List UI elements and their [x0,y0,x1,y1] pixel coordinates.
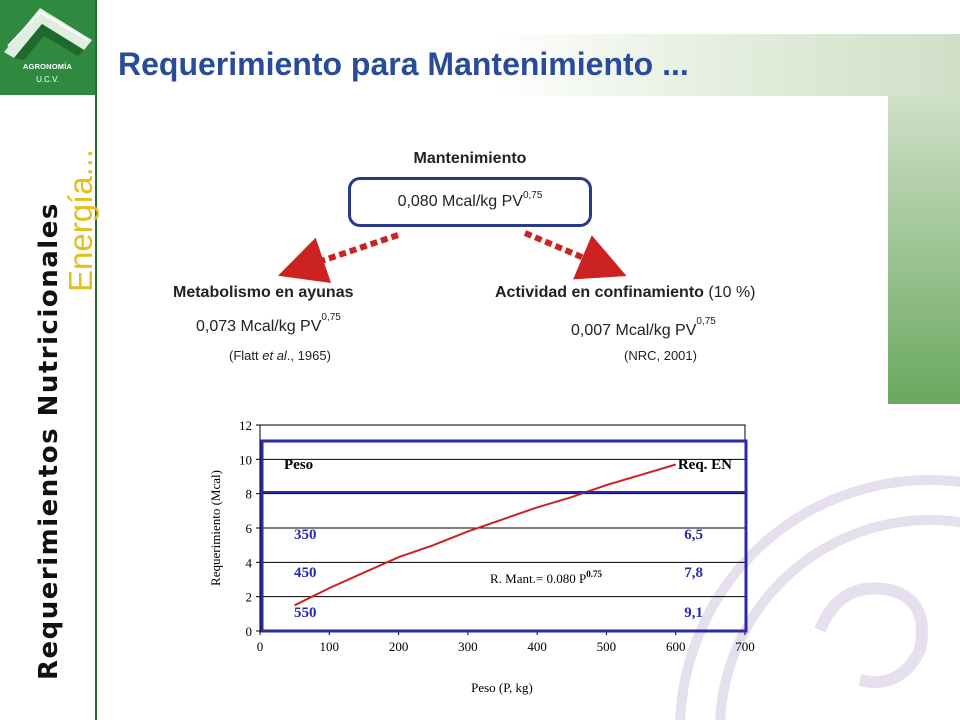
vertical-section-title: Requerimientos Nutricionales [34,202,64,680]
table-overlay-frame [262,441,746,631]
x-axis-label: Peso (P, kg) [471,680,533,695]
right-branch-exponent: 0,75 [696,316,716,327]
sidebar [0,0,97,720]
equation-label: R. Mant.= 0.080 $P^{0.75}$ [490,569,602,586]
table-cell-peso: 550 [294,605,317,621]
right-branch-citation: (NRC, 2001) [624,348,697,363]
table-header-req: Req. EN [677,457,732,473]
page-title: Requerimiento para Mantenimiento ... [118,46,689,82]
agronomia-logo [0,0,95,95]
right-branch-value: 0,007 Mcal/kg PV$^{0,75}$ [571,316,716,339]
right-branch-arrow [525,233,610,269]
right-branch-heading: Actividad en confinamiento (10 %) [495,284,756,301]
left-branch-citation: (Flatt et al., 1965) [229,348,331,363]
table-cell-peso: 350 [294,527,317,543]
left-branch-exponent: 0,75 [321,312,341,323]
mantenimiento-label: Mantenimiento [413,150,527,167]
series-line [295,465,676,606]
x-tick-label: 300 [458,639,478,654]
x-tick-label: 500 [596,639,617,654]
table-cell-req: 7,8 [684,565,703,581]
y-tick-label: 12 [239,418,252,433]
requirement-chart [200,410,760,700]
x-tick-label: 700 [735,639,755,654]
y-tick-label: 4 [245,555,252,571]
vertical-section-subtitle: Energía... [62,148,99,292]
x-tick-label: 0 [256,639,264,654]
logo-subtitle: U.C.V. [36,75,59,84]
y-tick-label: 10 [239,452,252,468]
mantenimiento-box [348,177,592,227]
y-axis-label: Requerimiento (Mcal) [208,470,223,586]
left-branch-arrow [295,235,398,270]
left-branch-value: 0,073 Mcal/kg PV$^{0,75}$ [196,312,341,335]
table-cell-req: 6,5 [684,527,703,543]
branch-arrows [260,225,640,285]
y-tick-label: 0 [245,624,252,639]
right-accent-bar [888,96,960,404]
y-tick-label: 6 [245,521,252,536]
x-tick-label: 400 [527,639,547,654]
logo-name: AGRONOMÍA [22,62,73,71]
left-branch-heading: Metabolismo en ayunas [173,284,354,301]
table-header-peso: Peso [284,457,314,473]
mantenimiento-exponent: 0,75 [522,190,543,201]
y-tick-label: 2 [245,589,252,605]
table-cell-peso: 450 [294,565,317,581]
x-tick-label: 100 [319,639,340,654]
y-tick-label: 8 [245,486,252,502]
mantenimiento-value: 0,080 Mcal/kg PV [397,193,523,210]
x-tick-label: 600 [665,639,686,654]
x-tick-label: 200 [388,639,409,654]
table-cell-req: 9,1 [684,605,703,621]
